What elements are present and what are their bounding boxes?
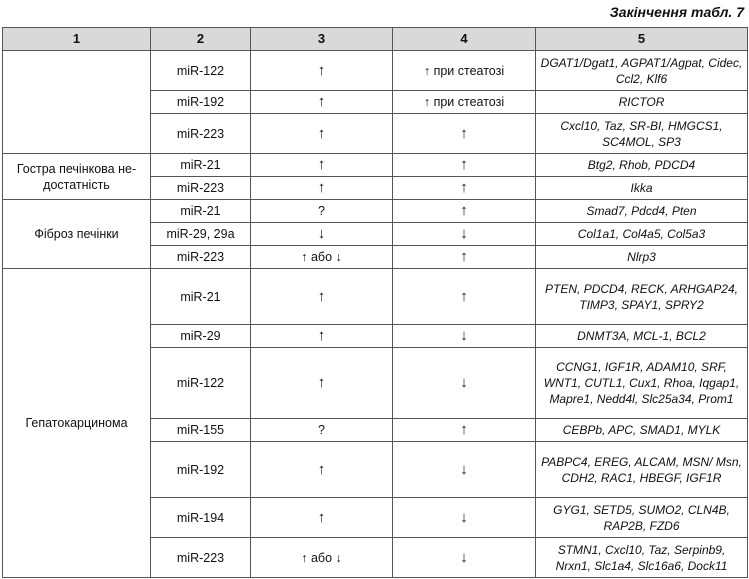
expression-cell: ↑ або ↓	[251, 538, 393, 578]
target-genes-cell: RICTOR	[536, 91, 748, 114]
target-genes-cell: Ikka	[536, 177, 748, 200]
target-genes-cell: GYG1, SETD5, SUMO2, CLN4B, RAP2B, FZD6	[536, 498, 748, 538]
target-genes-cell: DGAT1/Dgat1, AGPAT1/Agpat, Cidec, Ccl2, Klf6	[536, 51, 748, 91]
mirna-cell: miR-29, 29a	[151, 223, 251, 246]
level-cell: ↓	[393, 348, 536, 419]
header-col-5: 5	[536, 28, 748, 51]
expression-cell: ↑	[251, 114, 393, 154]
target-genes-cell: Cxcl10, Taz, SR-BI, HMGCS1, SC4MOL, SP3	[536, 114, 748, 154]
table-row	[3, 154, 748, 177]
target-genes-cell: STMN1, Cxcl10, Taz, Serpinb9, Nrxn1, Slc1a4, Slc16a6, Dock11	[536, 538, 748, 578]
disease-cell: Гостра печінкова не-достатність	[3, 154, 151, 200]
expression-cell: ↓	[251, 223, 393, 246]
level-cell: ↑	[393, 200, 536, 223]
expression-cell: ↑	[251, 498, 393, 538]
target-genes-cell: CCNG1, IGF1R, ADAM10, SRF, WNT1, CUTL1, Cux1, Rhoa, Iqgap1, Mapre1, Nedd4l, Slc25a34, Prom1	[536, 348, 748, 419]
mirna-cell: miR-29	[151, 325, 251, 348]
table-row	[3, 51, 748, 91]
mirna-cell: miR-122	[151, 348, 251, 419]
level-cell: ↑	[393, 177, 536, 200]
expression-cell: ↑	[251, 177, 393, 200]
mirna-cell: miR-223	[151, 246, 251, 269]
mirna-cell: miR-21	[151, 154, 251, 177]
mirna-cell: miR-21	[151, 269, 251, 325]
level-cell: ↑	[393, 419, 536, 442]
mirna-cell: miR-223	[151, 114, 251, 154]
target-genes-cell: Col1a1, Col4a5, Col5a3	[536, 223, 748, 246]
level-cell: ↓	[393, 498, 536, 538]
target-genes-cell: CEBPb, APC, SMAD1, MYLK	[536, 419, 748, 442]
level-cell: ↓	[393, 223, 536, 246]
level-cell: ↑	[393, 154, 536, 177]
mirna-cell: miR-192	[151, 442, 251, 498]
expression-cell: ?	[251, 419, 393, 442]
level-cell: ↑	[393, 114, 536, 154]
target-genes-cell: DNMT3A, MCL-1, BCL2	[536, 325, 748, 348]
target-genes-cell: PTEN, PDCD4, RECK, ARHGAP24, TIMP3, SPAY1, SPRY2	[536, 269, 748, 325]
mirna-table	[2, 27, 748, 578]
mirna-cell: miR-192	[151, 91, 251, 114]
target-genes-cell: Smad7, Pdcd4, Pten	[536, 200, 748, 223]
header-row	[3, 28, 748, 51]
mirna-cell: miR-21	[151, 200, 251, 223]
level-cell: ↓	[393, 325, 536, 348]
table-row	[3, 269, 748, 325]
mirna-cell: miR-122	[151, 51, 251, 91]
mirna-cell: miR-223	[151, 538, 251, 578]
mirna-cell: miR-194	[151, 498, 251, 538]
table-row	[3, 200, 748, 223]
header-col-4: 4	[393, 28, 536, 51]
expression-cell: ↑	[251, 442, 393, 498]
expression-cell: ↑	[251, 91, 393, 114]
level-cell: ↑ при стеатозі	[393, 91, 536, 114]
header-col-1: 1	[3, 28, 151, 51]
header-col-2: 2	[151, 28, 251, 51]
level-cell: ↓	[393, 442, 536, 498]
mirna-cell: miR-155	[151, 419, 251, 442]
target-genes-cell: Btg2, Rhob, PDCD4	[536, 154, 748, 177]
expression-cell: ?	[251, 200, 393, 223]
disease-cell: Гепатокарцинома	[3, 269, 151, 578]
level-cell: ↑	[393, 269, 536, 325]
expression-cell: ↑	[251, 51, 393, 91]
level-cell: ↑ при стеатозі	[393, 51, 536, 91]
table-caption: Закінчення табл. 7	[609, 4, 744, 20]
disease-cell: Фіброз печінки	[3, 200, 151, 269]
expression-cell: ↑	[251, 269, 393, 325]
mirna-cell: miR-223	[151, 177, 251, 200]
expression-cell: ↑	[251, 325, 393, 348]
level-cell: ↑	[393, 246, 536, 269]
target-genes-cell: PABPC4, EREG, ALCAM, MSN/ Msn, CDH2, RAC1, HBEGF, IGF1R	[536, 442, 748, 498]
expression-cell: ↑ або ↓	[251, 246, 393, 269]
target-genes-cell: Nlrp3	[536, 246, 748, 269]
disease-cell-empty	[3, 51, 151, 154]
header-col-3: 3	[251, 28, 393, 51]
expression-cell: ↑	[251, 348, 393, 419]
level-cell: ↓	[393, 538, 536, 578]
expression-cell: ↑	[251, 154, 393, 177]
